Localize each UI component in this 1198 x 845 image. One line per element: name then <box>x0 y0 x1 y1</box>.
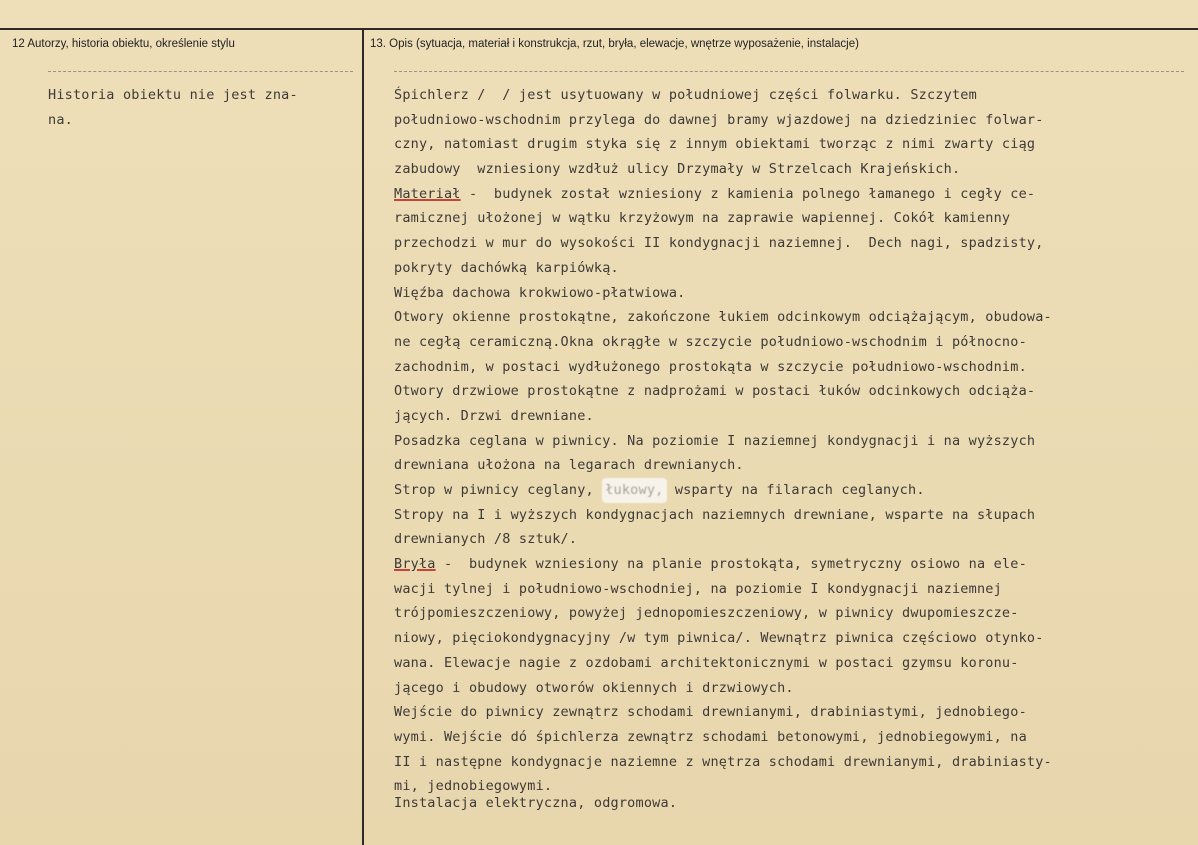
desc-line: wana. Elewacje nagie z ozdobami architektonicznymi w postaci gzymsu koronu- <box>394 654 1019 671</box>
desc-text: Strop w piwnicy ceglany, <box>394 482 603 498</box>
desc-line: drewniana ułożona na legarach drewnianych. <box>394 457 744 474</box>
desc-line: Otwory drzwiowe prostokątne z nadprożami w postaci łuków odcinkowych odciąża- <box>394 383 1036 400</box>
desc-line: Wejście do piwnicy zewnątrz schodami drewnianymi, drabiniastymi, jednobiego- <box>394 704 1027 721</box>
desc-line: Instalacja elektryczna, odgromowa. <box>394 794 678 811</box>
history-column <box>48 83 353 132</box>
desc-text: - budynek wzniesiony na planie prostokąta, symetryczny osiowo na ele- <box>435 556 1027 573</box>
dotted-guide-left <box>48 71 353 73</box>
desc-text: - budynek został wzniesiony z kamienia polnego łamanego i cegły ce- <box>460 185 1036 202</box>
desc-line <box>394 478 1194 503</box>
desc-line: Posadzka ceglana w piwnicy. Na poziomie I naziemnej kondygnacji i na wyższych <box>394 432 1036 449</box>
desc-line: drewnianych /8 sztuk/. <box>394 531 578 548</box>
desc-line: czny, natomiast drugim styka się z innym obiektami tworząc z nimi zwarty ciąg <box>394 136 1036 153</box>
desc-line: południowo-wschodnim przylega do dawnej bramy wjazdowej na dziedziniec folwar- <box>394 111 1044 128</box>
desc-line: niowy, pięciokondygnacyjny /w tym piwnica/. Wewnątrz piwnica częściowo otynko- <box>394 630 1044 647</box>
desc-line: ne cegłą ceramiczną.Okna okrągłe w szczycie południowo-wschodnim i północno- <box>394 333 1027 350</box>
desc-line <box>394 182 1194 207</box>
column-divider <box>362 29 364 845</box>
desc-line: ramicznej ułożonej w wątku krzyżowym na zaprawie wapiennej. Cokół kamienny <box>394 210 1011 227</box>
desc-line: zabudowy wzniesiony wzdłuż ulicy Drzymały w Strzelcach Krajeńskich. <box>394 161 961 178</box>
desc-line: mi, jednobiegowymi. <box>394 778 553 795</box>
dotted-guide-right <box>394 71 1184 73</box>
top-rule <box>0 28 1198 30</box>
history-line-1: Historia obiektu nie jest zna- <box>48 87 298 103</box>
desc-line: II i następne kondygnacje naziemne z wnętrza schodami drewnianymi, drabiniasty- <box>394 753 1052 770</box>
section-label-bryla: Bryła <box>394 556 436 573</box>
header-col-12: 12 Autorzy, historia obiektu, określenie stylu <box>12 38 235 50</box>
desc-line: przechodzi w mur do wysokości II kondygnacji naziemnej. Dech nagi, spadzisty, <box>394 235 1044 252</box>
desc-text: wsparty na filarach ceglanych. <box>666 482 925 498</box>
desc-line: Stropy na I i wyższych kondygnacjach naziemnych drewniane, wsparte na słupach <box>394 506 1036 523</box>
header-col-13: 13. Opis (sytuacja, materiał i konstrukcja, rzut, bryła, elewacje, wnętrze wyposażenie, instalacje) <box>370 38 859 50</box>
desc-line: pokryty dachówką karpiówką. <box>394 259 619 276</box>
correction-smudge: łukowy, <box>602 478 666 503</box>
desc-line: Otwory okienne prostokątne, zakończone łukiem odcinkowym odciążającym, obudowa- <box>394 309 1052 326</box>
desc-line: Śpichlerz / / jest usytuowany w południowej części folwarku. Szczytem <box>394 87 977 103</box>
desc-line: trójpomieszczeniowy, powyżej jednopomieszczeniowy, w piwnicy dwupomieszcze- <box>394 605 1019 622</box>
description-column <box>394 83 1194 816</box>
desc-line: wymi. Wejście dó śpichlerza zewnątrz schodami betonowymi, jednobiegowymi, na <box>394 728 1027 745</box>
desc-line <box>394 552 1194 577</box>
desc-line: zachodnim, w postaci wydłużonego prostokąta w szczycie południowo-wschodnim. <box>394 358 1027 375</box>
desc-line: jącego i obudowy otworów okiennych i drzwiowych. <box>394 679 794 696</box>
desc-line: wacji tylnej i południowo-wschodniej, na poziomie I kondygnacji naziemnej <box>394 580 1002 597</box>
desc-line: Więźba dachowa krokwiowo-płatwiowa. <box>394 284 686 301</box>
history-line-2: na. <box>48 111 73 128</box>
section-label-material: Materiał <box>394 185 461 202</box>
desc-line: jących. Drzwi drewniane. <box>394 407 594 424</box>
